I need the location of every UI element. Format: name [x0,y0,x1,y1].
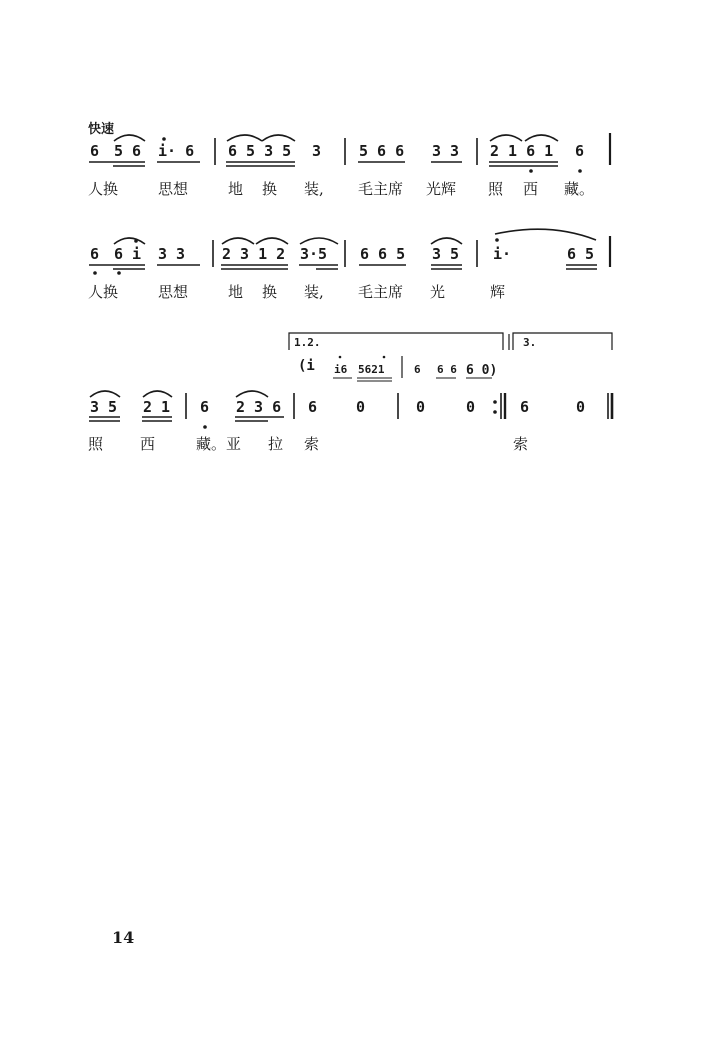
lyric: 换 [262,283,278,301]
note-group: 2 3 6 [236,398,282,416]
note-group: 3 [312,142,322,160]
slur [256,238,288,244]
note-group: 0 [416,398,426,416]
note-group: 6 [575,142,585,160]
note-group: 6 [308,398,318,416]
note-group: 3 3 [432,142,460,160]
note-group: 6 5 [567,245,595,263]
volta-bracket [513,333,612,350]
lyric: 藏。亚 [196,435,242,453]
lyric: 地 [228,283,244,301]
volta-first-ending: 1.2. [294,336,321,349]
lyric: 索 [304,435,320,453]
octave-dot [162,137,166,141]
note-group: 2 1 6 1 [490,142,554,160]
accomp-note: i6 [334,363,348,376]
lyric: 毛主席 [358,180,404,198]
octave-dot [203,425,207,429]
lyric: 照 [88,435,104,453]
repeat-dot [493,400,497,404]
slur [90,391,120,397]
repeat-dot [493,410,497,414]
accomp-note: (i [298,358,315,374]
note-group: 0 [466,398,476,416]
lyric: 装, [304,283,324,301]
octave-dot [134,239,138,243]
lyric: 装, [304,180,324,198]
octave-dot [339,356,342,359]
slur [495,229,596,240]
octave-dot [117,271,121,275]
slur [114,135,145,141]
lyric: 人换 [88,283,119,301]
accomp-note: 6 0) [466,363,498,378]
lyric: 人换 [88,180,119,198]
lyric: 光辉 [426,180,457,198]
slur [236,391,268,397]
accomp-note: 5621 [358,363,385,376]
lyric: 藏。 [564,180,595,198]
note-group: 3 5 [432,245,460,263]
note-group: 3 3 [158,245,186,263]
volta-bracket [289,333,503,350]
note-group: 6 [90,245,100,263]
lyric: 光 [430,283,446,301]
slur [490,135,522,141]
note-group: 6 6 5 [360,245,406,263]
slur [227,135,262,141]
note-group: 0 [576,398,586,416]
accomp-note: 6 6 [437,363,457,376]
lyric: 毛主席 [358,283,404,301]
accomp-note: 6 [414,363,421,376]
octave-dot [578,169,582,173]
note-group: 6 5 3 5 [228,142,292,160]
lyric: 西 [140,435,156,453]
note-group: 5 6 [114,142,142,160]
slur [222,238,254,244]
note-group: 6 [90,142,100,160]
note-group: 2 3 1 2 [222,245,286,263]
note-group: i· 6 [158,142,195,160]
note-group: i· [493,245,512,263]
lyric: 思想 [158,283,189,301]
slur [114,238,145,244]
note-group: 5 6 6 [359,142,405,160]
note-group: 3·5 [300,245,328,263]
lyric: 辉 [490,283,506,301]
octave-dot [529,169,533,173]
note-group: 0 [356,398,366,416]
slur [525,135,558,141]
tempo-marking: 快速 [88,122,115,137]
page-number: 14 [112,928,135,947]
octave-dot [93,271,97,275]
lyric: 西 [523,180,539,198]
lyric: 地 [228,180,244,198]
volta-third-ending: 3. [523,336,537,349]
octave-dot [495,238,499,242]
note-group: 6 [520,398,530,416]
lyric: 拉 [268,435,284,453]
slur [300,238,338,244]
lyric: 照 [488,180,504,198]
octave-dot [383,356,386,359]
lyric: 思想 [158,180,189,198]
note-group: 2 1 [143,398,171,416]
lyric: 换 [262,180,278,198]
note-group: 3 5 [90,398,118,416]
note-group: 6 i [114,245,142,263]
lyric: 索 [513,435,529,453]
slur [262,135,295,141]
slur [431,238,462,244]
note-group: 6 [200,398,210,416]
slur [143,391,172,397]
